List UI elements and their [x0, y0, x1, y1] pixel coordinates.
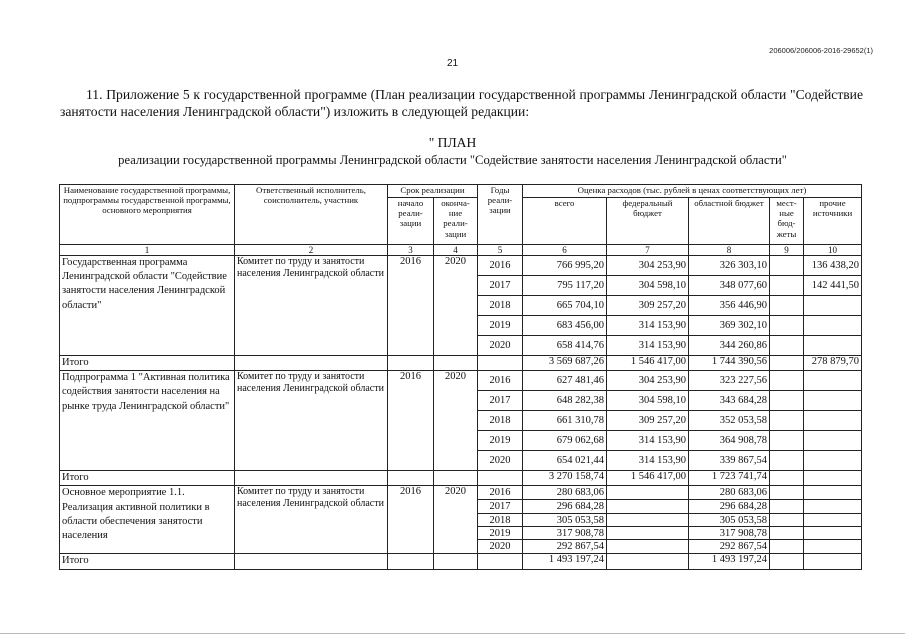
table-row [60, 486, 862, 500]
empty-cell [235, 471, 388, 486]
regional-cell: 348 077,60 [689, 276, 770, 296]
federal-cell: 309 257,20 [607, 411, 689, 431]
end-year: 2020 [434, 256, 478, 356]
header-period: Срок реализации [388, 185, 478, 198]
year-cell: 2017 [478, 391, 523, 411]
itogo-other [804, 554, 862, 569]
other-cell [804, 451, 862, 471]
empty-cell [434, 471, 478, 486]
federal-cell [607, 540, 689, 554]
total-cell: 661 310,78 [523, 411, 607, 431]
empty-cell [434, 356, 478, 371]
header-start: начало реали-зации [388, 198, 434, 245]
itogo-local [770, 554, 804, 569]
local-cell [770, 256, 804, 276]
federal-cell: 314 153,90 [607, 316, 689, 336]
other-cell [804, 527, 862, 540]
itogo-other: 278 879,70 [804, 356, 862, 371]
empty-cell [478, 554, 523, 569]
col-number: 5 [478, 245, 523, 256]
total-cell: 679 062,68 [523, 431, 607, 451]
itogo-other [804, 471, 862, 486]
itogo-label: Итого [60, 356, 235, 371]
itogo-regional: 1 493 197,24 [689, 554, 770, 569]
year-cell: 2019 [478, 431, 523, 451]
regional-cell: 296 684,28 [689, 500, 770, 514]
end-year: 2020 [434, 486, 478, 554]
year-cell: 2020 [478, 336, 523, 356]
header-total: всего [523, 198, 607, 245]
plan-title: " ПЛАН [428, 135, 477, 150]
itogo-regional: 1 744 390,56 [689, 356, 770, 371]
federal-cell [607, 500, 689, 514]
regional-cell: 317 908,78 [689, 527, 770, 540]
year-cell: 2018 [478, 296, 523, 316]
col-number: 6 [523, 245, 607, 256]
local-cell [770, 540, 804, 554]
total-cell: 305 053,58 [523, 514, 607, 527]
itogo-local [770, 356, 804, 371]
header-regional: областной бюджет [689, 198, 770, 245]
year-cell: 2020 [478, 540, 523, 554]
year-cell: 2018 [478, 514, 523, 527]
regional-cell: 280 683,06 [689, 486, 770, 500]
plan-subtitle: реализации государственной программы Ленинградской области "Содействие занятости населения Ленинградской области" [118, 153, 787, 167]
federal-cell: 304 253,90 [607, 256, 689, 276]
federal-cell [607, 514, 689, 527]
col-number: 3 [388, 245, 434, 256]
header-local: мест-ные бюд-жеты [770, 198, 804, 245]
local-cell [770, 276, 804, 296]
local-cell [770, 336, 804, 356]
regional-cell: 369 302,10 [689, 316, 770, 336]
itogo-row [60, 554, 862, 569]
col-number: 8 [689, 245, 770, 256]
itogo-total: 3 270 158,74 [523, 471, 607, 486]
total-cell: 296 684,28 [523, 500, 607, 514]
regional-cell: 344 260,86 [689, 336, 770, 356]
col-number: 9 [770, 245, 804, 256]
local-cell [770, 500, 804, 514]
other-cell [804, 371, 862, 391]
federal-cell: 304 598,10 [607, 391, 689, 411]
executor-cell: Комитет по труду и занятости населения Ленинградской области [235, 486, 388, 554]
program-name: Государственная программа Ленинградской области "Содействие занятости населения Ленинградской области" [60, 256, 235, 356]
year-cell: 2017 [478, 500, 523, 514]
year-cell: 2019 [478, 316, 523, 336]
other-cell [804, 500, 862, 514]
page-edge-line [0, 633, 905, 634]
header-other: прочие источники [804, 198, 862, 245]
federal-cell: 314 153,90 [607, 451, 689, 471]
year-cell: 2017 [478, 276, 523, 296]
regional-cell: 352 053,58 [689, 411, 770, 431]
local-cell [770, 371, 804, 391]
itogo-federal: 1 546 417,00 [607, 471, 689, 486]
col-number: 10 [804, 245, 862, 256]
year-cell: 2016 [478, 256, 523, 276]
federal-cell: 309 257,20 [607, 296, 689, 316]
other-cell [804, 540, 862, 554]
empty-cell [434, 554, 478, 569]
local-cell [770, 431, 804, 451]
federal-cell [607, 527, 689, 540]
federal-cell: 304 253,90 [607, 371, 689, 391]
local-cell [770, 451, 804, 471]
start-year: 2016 [388, 256, 434, 356]
executor-cell: Комитет по труду и занятости населения Ленинградской области [235, 256, 388, 356]
total-cell: 683 456,00 [523, 316, 607, 336]
header-end: оконча-ние реали-зации [434, 198, 478, 245]
other-cell [804, 431, 862, 451]
local-cell [770, 316, 804, 336]
total-cell: 795 117,20 [523, 276, 607, 296]
local-cell [770, 391, 804, 411]
empty-cell [235, 356, 388, 371]
other-cell [804, 486, 862, 500]
itogo-total: 3 569 687,26 [523, 356, 607, 371]
program-name: Основное мероприятие 1.1. Реализация активной политики в области обеспечения занятости населения [60, 486, 235, 554]
itogo-row [60, 356, 862, 371]
regional-cell: 323 227,56 [689, 371, 770, 391]
other-cell: 136 438,20 [804, 256, 862, 276]
other-cell [804, 391, 862, 411]
start-year: 2016 [388, 486, 434, 554]
year-cell: 2016 [478, 371, 523, 391]
col-number: 4 [434, 245, 478, 256]
executor-cell: Комитет по труду и занятости населения Ленинградской области [235, 371, 388, 471]
plan-table-body [60, 256, 862, 570]
regional-cell: 326 303,10 [689, 256, 770, 276]
year-cell: 2016 [478, 486, 523, 500]
header-estimate: Оценка расходов (тыс. рублей в ценах соответствующих лет) [523, 185, 862, 198]
col-number: 7 [607, 245, 689, 256]
regional-cell: 305 053,58 [689, 514, 770, 527]
empty-cell [235, 554, 388, 569]
total-cell: 627 481,46 [523, 371, 607, 391]
itogo-federal [607, 554, 689, 569]
col-number: 2 [235, 245, 388, 256]
regional-cell: 292 867,54 [689, 540, 770, 554]
empty-cell [388, 356, 434, 371]
header-years: Годы реали-зации [478, 185, 523, 245]
empty-cell [388, 554, 434, 569]
regional-cell: 364 908,78 [689, 431, 770, 451]
other-cell [804, 296, 862, 316]
itogo-label: Итого [60, 554, 235, 569]
local-cell [770, 411, 804, 431]
total-cell: 317 908,78 [523, 527, 607, 540]
year-cell: 2020 [478, 451, 523, 471]
total-cell: 292 867,54 [523, 540, 607, 554]
program-name: Подпрограмма 1 "Активная политика содействия занятости населения на рынке труда Ленинградской области" [60, 371, 235, 471]
plan-table [59, 184, 862, 570]
local-cell [770, 296, 804, 316]
page-number: 21 [446, 58, 459, 69]
local-cell [770, 486, 804, 500]
empty-cell [478, 471, 523, 486]
itogo-label: Итого [60, 471, 235, 486]
total-cell: 658 414,76 [523, 336, 607, 356]
total-cell: 654 021,44 [523, 451, 607, 471]
itogo-row [60, 471, 862, 486]
federal-cell [607, 486, 689, 500]
federal-cell: 304 598,10 [607, 276, 689, 296]
total-cell: 280 683,06 [523, 486, 607, 500]
regional-cell: 356 446,90 [689, 296, 770, 316]
intro-paragraph: 11. Приложение 5 к государственной программе (План реализации государственной программы Ленинградской области "Содействие занятости населения Ленинградской области") изложить в следующей редакции: [60, 87, 863, 119]
local-cell [770, 514, 804, 527]
itogo-regional: 1 723 741,74 [689, 471, 770, 486]
document-id: 206006/206006-2016-29652(1) [769, 46, 873, 55]
itogo-local [770, 471, 804, 486]
total-cell: 648 282,38 [523, 391, 607, 411]
other-cell [804, 316, 862, 336]
total-cell: 766 995,20 [523, 256, 607, 276]
other-cell [804, 514, 862, 527]
local-cell [770, 527, 804, 540]
federal-cell: 314 153,90 [607, 431, 689, 451]
itogo-federal: 1 546 417,00 [607, 356, 689, 371]
other-cell [804, 411, 862, 431]
end-year: 2020 [434, 371, 478, 471]
other-cell: 142 441,50 [804, 276, 862, 296]
col-number: 1 [60, 245, 235, 256]
header-executor: Ответственный исполнитель, соисполнитель, участник [235, 185, 388, 245]
empty-cell [388, 471, 434, 486]
start-year: 2016 [388, 371, 434, 471]
header-name: Наименование государственной программы, подпрограммы государственной программы, основного мероприятия [60, 185, 235, 245]
other-cell [804, 336, 862, 356]
header-federal: федеральный бюджет [607, 198, 689, 245]
federal-cell: 314 153,90 [607, 336, 689, 356]
regional-cell: 339 867,54 [689, 451, 770, 471]
total-cell: 665 704,10 [523, 296, 607, 316]
table-row [60, 371, 862, 391]
itogo-total: 1 493 197,24 [523, 554, 607, 569]
table-row [60, 256, 862, 276]
year-cell: 2018 [478, 411, 523, 431]
year-cell: 2019 [478, 527, 523, 540]
regional-cell: 343 684,28 [689, 391, 770, 411]
empty-cell [478, 356, 523, 371]
